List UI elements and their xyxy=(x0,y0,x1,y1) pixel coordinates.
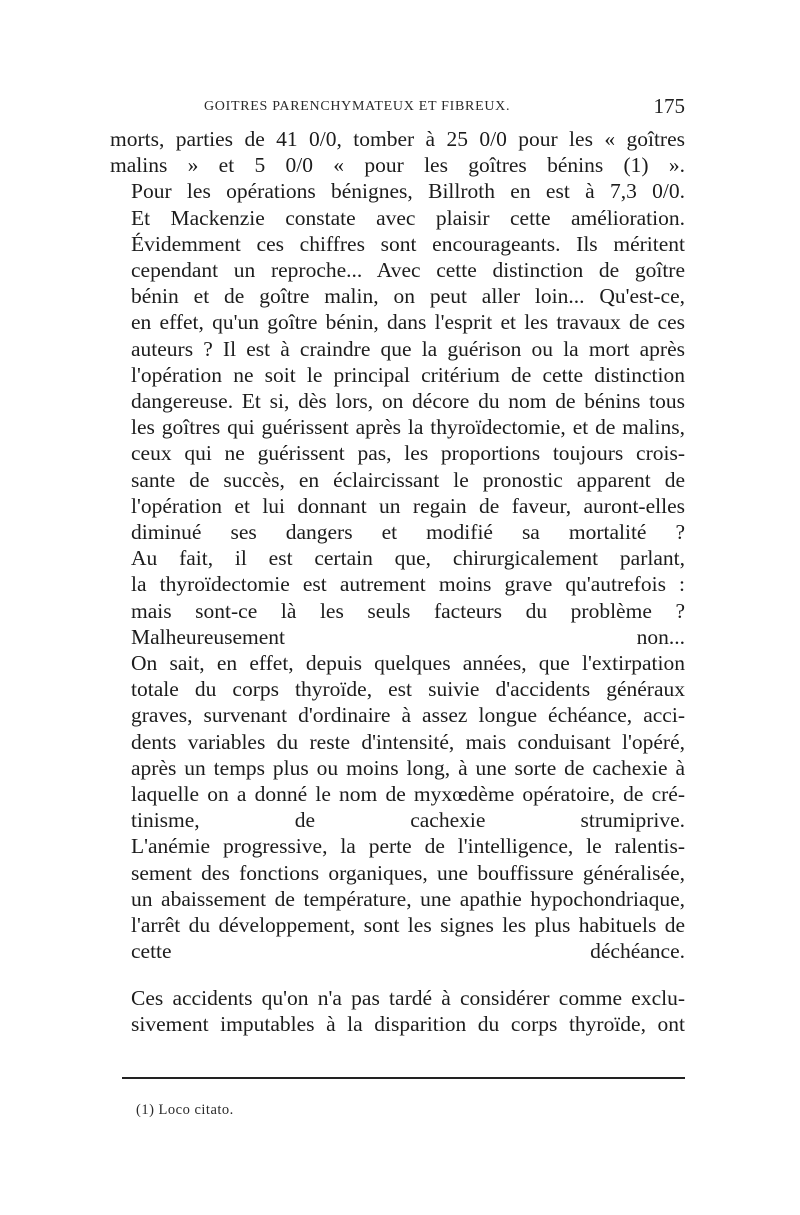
text-line: l'opération et lui donnant un regain de faveur, auront-elles xyxy=(131,493,685,518)
text-line: sivement imputables à la disparition du corps thyroïde, ont xyxy=(131,1011,685,1036)
text-line: Malheureusement non... xyxy=(131,624,685,649)
text-line: dangereuse. Et si, dès lors, on décore du nom de bénins tous xyxy=(131,389,685,414)
text-line: graves, survenant d'ordinaire à assez longue échéance, acci- xyxy=(131,703,685,728)
page-header xyxy=(110,94,685,122)
footnote-rule xyxy=(122,1077,685,1079)
text-line: cette déchéance. xyxy=(131,939,685,964)
page-number: 175 xyxy=(653,94,685,118)
text-line: cependant un reproche... Avec cette distinction de goître xyxy=(131,258,685,283)
text-line: diminué ses dangers et modifié sa mortalité ? xyxy=(131,520,685,545)
text-line: l'arrêt du développement, sont les signes les plus habituels de xyxy=(131,913,685,938)
running-head: GOITRES PARENCHYMATEUX ET FIBREUX. xyxy=(204,99,511,114)
text-line: Au fait, il est certain que, chirurgicalement parlant, xyxy=(131,546,685,571)
text-line: ceux qui ne guérissent pas, les proportions toujours crois- xyxy=(131,441,685,466)
text-line: Et Mackenzie constate avec plaisir cette amélioration. xyxy=(131,205,685,230)
paragraph xyxy=(110,178,685,204)
text-line: tinisme, de cachexie strumiprive. xyxy=(131,808,685,833)
text-line: en effet, qu'un goître bénin, dans l'esprit et les travaux de ces xyxy=(131,310,685,335)
text-line: totale du corps thyroïde, est suivie d'accidents généraux xyxy=(131,677,685,702)
text-line: la thyroïdectomie est autrement moins grave qu'autrefois : xyxy=(131,572,685,597)
text-line: Évidemment ces chiffres sont encourageants. Ils méritent xyxy=(131,231,685,256)
paragraph xyxy=(110,985,685,1037)
text-line: laquelle on a donné le nom de myxœdème opératoire, de cré- xyxy=(131,782,685,807)
text-line: les goîtres qui guérissent après la thyroïdectomie, et de malins, xyxy=(131,415,685,440)
text-line: Pour les opérations bénignes, Billroth en est à 7,3 0/0. xyxy=(131,179,685,204)
paragraph xyxy=(110,833,685,964)
text-line: un abaissement de température, une apathie hypochondriaque, xyxy=(131,886,685,911)
paragraph xyxy=(110,126,685,178)
footnote: (1) Loco citato. xyxy=(136,1102,234,1118)
text-line: auteurs ? Il est à craindre que la guérison ou la mort après xyxy=(131,336,685,361)
text-line: sement des fonctions organiques, une bouffissure généralisée, xyxy=(131,860,685,885)
text-line: On sait, en effet, depuis quelques années, que l'extirpation xyxy=(131,651,685,676)
text-line: dents variables du reste d'intensité, mais conduisant l'opéré, xyxy=(131,729,685,754)
paragraph xyxy=(110,545,685,624)
body-text xyxy=(110,126,685,1037)
text-line: mais sont-ce là les seuls facteurs du problème ? xyxy=(131,598,685,623)
text-line: L'anémie progressive, la perte de l'intelligence, le ralentis- xyxy=(131,834,685,859)
text-line: bénin et de goître malin, on peut aller loin... Qu'est-ce, xyxy=(131,284,685,309)
paragraph xyxy=(110,231,685,545)
text-line: morts, parties de 41 0/0, tomber à 25 0/0 pour les « goîtres xyxy=(110,127,685,151)
paragraph xyxy=(110,205,685,231)
paragraph xyxy=(110,624,685,650)
text-line: malins » et 5 0/0 « pour les goîtres bénins (1) ». xyxy=(110,153,685,178)
text-line: après un temps plus ou moins long, à une sorte de cachexie à xyxy=(131,755,685,780)
paragraph xyxy=(110,650,685,833)
text-line: l'opération ne soit le principal critérium de cette distinction xyxy=(131,362,685,387)
text-line: sante de succès, en éclaircissant le pronostic apparent de xyxy=(131,467,685,492)
text-line: Ces accidents qu'on n'a pas tardé à considérer comme exclu- xyxy=(131,985,685,1010)
